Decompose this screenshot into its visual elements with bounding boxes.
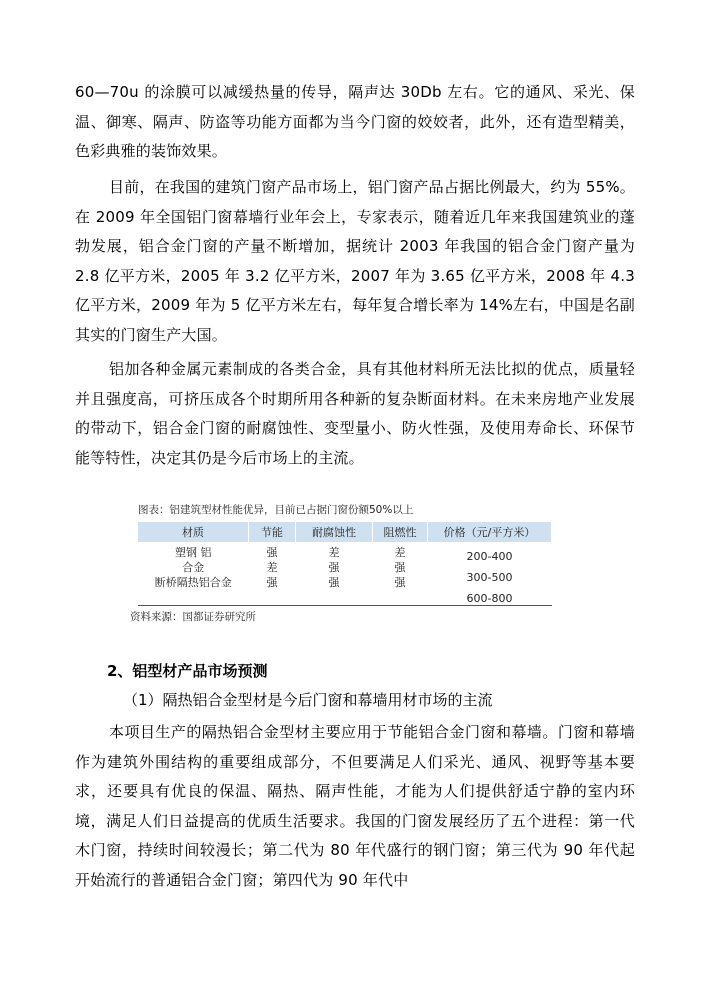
flame-value: 强 [394, 561, 406, 574]
price-value: 600-800 [466, 592, 513, 605]
energy-value: 强 [266, 546, 278, 559]
corrosion-value: 差 [328, 546, 340, 559]
material-comparison-table [138, 522, 552, 609]
price-value: 300-500 [466, 571, 513, 584]
section-heading: 2、铝型材产品市场预测 [107, 662, 268, 680]
flame-value: 强 [394, 576, 406, 589]
price-cell [428, 542, 552, 609]
paragraph-coating: 60—70u 的涂膜可以减缓热量的传导，隔声达 30Db 左右。它的通风、采光、保温、御寒、隔声、防盗等功能方面都为当今门窗的姣姣者，此外，还有造型精美，色彩典雅的装饰效果。 [75, 83, 635, 160]
material-line: 断桥隔热铝合金 [154, 576, 232, 589]
corrosion-value: 强 [328, 576, 340, 589]
material-cell [138, 542, 249, 609]
flame-cell [373, 542, 428, 609]
price-value: 200-400 [466, 550, 513, 563]
subsection-heading: （1）隔热铝合金型材是今后门窗和幕墙用材市场的主流 [123, 691, 493, 709]
paragraph-insulated-profile: 本项目生产的隔热铝合金型材主要应用于节能铝合金门窗和幕墙。门窗和幕墙作为建筑外围结构的重要组成部分，不但要满足人们采光、通风、视野等基本要求，还要具有优良的保温、隔热、隔声性能，才能为人们提供舒适宁静的室内环境，满足人们日益提高的优质生活要求。我国的门窗发展经历了五个进程：第一代木门窗，持续时间较漫长；第二代为 80 年代盛行的钢门窗；第三代为 90 年代起开始流行的普通铝合金门窗；第四代为 90 年代中 [75, 723, 635, 889]
header-corrosion: 耐腐蚀性 [296, 522, 373, 542]
energy-value: 差 [266, 561, 278, 574]
paragraph-market: 目前，在我国的建筑门窗产品市场上，铝门窗产品占据比例最大，约为 55%。在 2009 年全国铝门窗幕墙行业年会上，专家表示，随着近几年来我国建筑业的蓬勃发展，铝合金门窗的产量不断增加，据统计 2003 年我国的铝合金门窗产量为 2.8 亿平方米，2005 年 3.2 亿平方米，2007 年为 3.65 亿平方米，2008 年 4.3 亿平方米，2009 年为 5 亿平方米左右，每年复合增长率为 14%左右，中国是名副其实的门窗生产大国。 [75, 178, 635, 344]
header-price: 价格（元/平方米） [428, 522, 552, 542]
header-material: 材质 [138, 522, 249, 542]
header-flame: 阻燃性 [373, 522, 428, 542]
corrosion-value: 强 [328, 561, 340, 574]
paragraph-alloy: 铝加各种金属元素制成的各类合金，具有其他材料所无法比拟的优点，质量轻并且强度高，可挤压成各个时期所用各种新的复杂断面材料。在未来房地产业发展的带动下，铝合金门窗的耐腐蚀性、变型量小、防火性强，及使用寿命长、环保节能等特性，决定其仍是今后市场上的主流。 [75, 360, 635, 467]
energy-cell [249, 542, 296, 609]
material-line: 塑钢 铝 [175, 546, 212, 559]
table-source: 资料来源：国都证券研究所 [130, 611, 256, 623]
material-line: 合金 [182, 561, 205, 574]
table-row [138, 542, 552, 609]
header-energy: 节能 [249, 522, 296, 542]
flame-value: 差 [394, 546, 406, 559]
table-bottom-rule [138, 605, 552, 606]
table-caption: 图表：铝建筑型材性能优异，目前已占据门窗份额50%以上 [138, 504, 414, 516]
table-header-row [138, 522, 552, 542]
corrosion-cell [296, 542, 373, 609]
energy-value: 强 [266, 576, 278, 589]
